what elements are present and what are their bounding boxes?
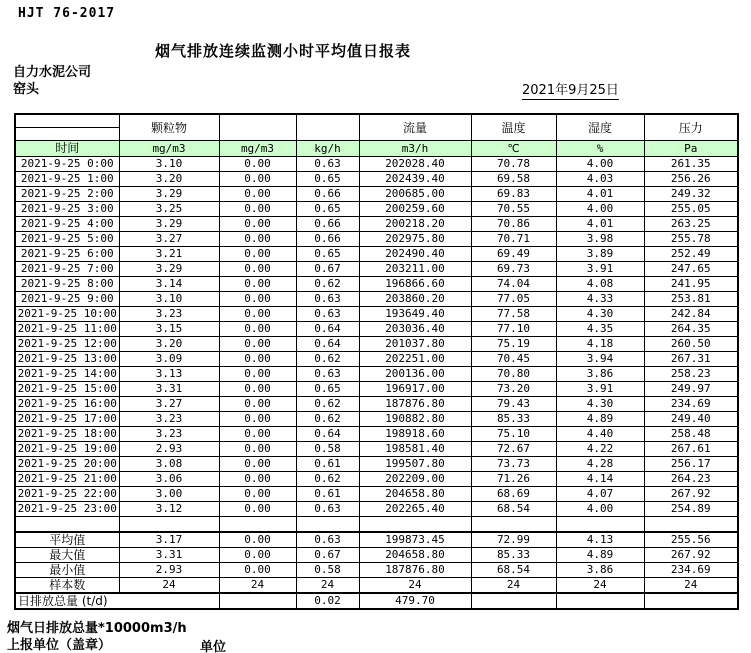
value-cell: 24 bbox=[556, 578, 644, 594]
table-row bbox=[15, 322, 738, 337]
value-cell: 0.63 bbox=[296, 157, 359, 172]
value-cell: 241.95 bbox=[644, 277, 738, 292]
value-cell: 255.05 bbox=[644, 202, 738, 217]
table-row bbox=[15, 442, 738, 457]
value-cell: 3.09 bbox=[119, 352, 219, 367]
row-label-cell: 2021-9-25 22:00 bbox=[15, 487, 119, 502]
table-row bbox=[15, 217, 738, 232]
value-cell: 258.48 bbox=[644, 427, 738, 442]
value-cell: 202251.00 bbox=[359, 352, 471, 367]
value-cell: 0.67 bbox=[296, 262, 359, 277]
value-cell: 0.64 bbox=[296, 322, 359, 337]
row-label-cell: 2021-9-25 9:00 bbox=[15, 292, 119, 307]
value-cell: 74.04 bbox=[471, 277, 556, 292]
value-cell: 0.00 bbox=[219, 352, 296, 367]
value-cell: 24 bbox=[644, 578, 738, 594]
table-row bbox=[15, 172, 738, 187]
daily-total-row bbox=[15, 593, 738, 609]
value-cell: 3.15 bbox=[119, 322, 219, 337]
value-cell: 68.54 bbox=[471, 502, 556, 517]
value-cell: 0.62 bbox=[296, 412, 359, 427]
row-label-cell: 2021-9-25 16:00 bbox=[15, 397, 119, 412]
value-cell: 193649.40 bbox=[359, 307, 471, 322]
value-cell: 79.43 bbox=[471, 397, 556, 412]
value-cell: 3.12 bbox=[119, 502, 219, 517]
table-row bbox=[15, 457, 738, 472]
value-cell: 3.29 bbox=[119, 217, 219, 232]
group-header-row bbox=[15, 114, 738, 128]
value-cell: 70.78 bbox=[471, 157, 556, 172]
row-label-cell: 样本数 bbox=[15, 578, 119, 594]
table-row bbox=[15, 412, 738, 427]
row-label-cell: 2021-9-25 3:00 bbox=[15, 202, 119, 217]
value-cell: 253.81 bbox=[644, 292, 738, 307]
value-cell: 0.00 bbox=[219, 472, 296, 487]
value-cell: 70.45 bbox=[471, 352, 556, 367]
value-cell: 3.86 bbox=[556, 563, 644, 578]
value-cell: 200218.20 bbox=[359, 217, 471, 232]
value-cell: 3.00 bbox=[119, 487, 219, 502]
row-label-cell: 2021-9-25 5:00 bbox=[15, 232, 119, 247]
time-column-header: 时间 bbox=[15, 141, 119, 157]
value-cell: 4.89 bbox=[556, 412, 644, 427]
table-row bbox=[15, 232, 738, 247]
table-row bbox=[15, 247, 738, 262]
value-cell: 85.33 bbox=[471, 548, 556, 563]
value-cell: 75.10 bbox=[471, 427, 556, 442]
value-cell: 73.73 bbox=[471, 457, 556, 472]
value-cell: 267.61 bbox=[644, 442, 738, 457]
value-cell: 263.25 bbox=[644, 217, 738, 232]
summary-rows bbox=[15, 532, 738, 593]
value-cell: 24 bbox=[471, 578, 556, 594]
value-cell: 3.13 bbox=[119, 367, 219, 382]
value-cell: 203860.20 bbox=[359, 292, 471, 307]
value-cell: 234.69 bbox=[644, 563, 738, 578]
value-cell: 4.22 bbox=[556, 442, 644, 457]
summary-row bbox=[15, 563, 738, 578]
value-cell: 3.98 bbox=[556, 232, 644, 247]
value-cell: 0.00 bbox=[219, 397, 296, 412]
pressure-header: 压力 bbox=[644, 114, 738, 141]
daily-total-empty-2 bbox=[471, 593, 556, 609]
value-cell: 68.69 bbox=[471, 487, 556, 502]
value-cell: 190882.80 bbox=[359, 412, 471, 427]
row-label-cell: 2021-9-25 18:00 bbox=[15, 427, 119, 442]
monitor-location: 窑头 bbox=[13, 82, 40, 97]
value-cell: 2.93 bbox=[119, 563, 219, 578]
daily-total-kg-h: 0.02 bbox=[296, 593, 359, 609]
daily-total-label: 日排放总量 (t/d) bbox=[15, 593, 219, 609]
row-label-cell: 最小值 bbox=[15, 563, 119, 578]
value-cell: 0.00 bbox=[219, 187, 296, 202]
row-label-cell: 2021-9-25 23:00 bbox=[15, 502, 119, 517]
value-cell: 0.00 bbox=[219, 502, 296, 517]
value-cell: 249.97 bbox=[644, 382, 738, 397]
unit-mg-m3-2: mg/m3 bbox=[219, 141, 296, 157]
value-cell: 4.00 bbox=[556, 157, 644, 172]
company-name: 自力水泥公司 bbox=[13, 65, 92, 80]
value-cell: 69.73 bbox=[471, 262, 556, 277]
value-cell: 3.10 bbox=[119, 292, 219, 307]
value-cell: 0.00 bbox=[219, 487, 296, 502]
value-cell: 75.19 bbox=[471, 337, 556, 352]
flow-header: 流量 bbox=[359, 114, 471, 141]
unit-pa: Pa bbox=[644, 141, 738, 157]
value-cell: 203211.00 bbox=[359, 262, 471, 277]
value-cell: 77.58 bbox=[471, 307, 556, 322]
value-cell: 0.62 bbox=[296, 397, 359, 412]
value-cell: 0.00 bbox=[219, 172, 296, 187]
unit-celsius: ℃ bbox=[471, 141, 556, 157]
value-cell: 0.00 bbox=[219, 232, 296, 247]
table-row bbox=[15, 397, 738, 412]
value-cell: 0.67 bbox=[296, 548, 359, 563]
value-cell: 0.00 bbox=[219, 247, 296, 262]
value-cell: 70.55 bbox=[471, 202, 556, 217]
value-cell: 196917.00 bbox=[359, 382, 471, 397]
value-cell: 3.86 bbox=[556, 367, 644, 382]
row-label-cell: 2021-9-25 21:00 bbox=[15, 472, 119, 487]
value-cell: 3.14 bbox=[119, 277, 219, 292]
value-cell: 77.10 bbox=[471, 322, 556, 337]
particulate-header-2 bbox=[219, 114, 296, 141]
table-row bbox=[15, 187, 738, 202]
value-cell: 3.29 bbox=[119, 262, 219, 277]
value-cell: 0.63 bbox=[296, 532, 359, 548]
table-row bbox=[15, 352, 738, 367]
value-cell: 4.14 bbox=[556, 472, 644, 487]
value-cell: 0.66 bbox=[296, 217, 359, 232]
table-row bbox=[15, 472, 738, 487]
time-header-bottom-cell bbox=[15, 128, 119, 141]
value-cell: 3.08 bbox=[119, 457, 219, 472]
row-label-cell: 2021-9-25 15:00 bbox=[15, 382, 119, 397]
table-row bbox=[15, 427, 738, 442]
value-cell: 0.62 bbox=[296, 472, 359, 487]
value-cell: 200259.60 bbox=[359, 202, 471, 217]
value-cell: 0.66 bbox=[296, 187, 359, 202]
row-label-cell: 2021-9-25 2:00 bbox=[15, 187, 119, 202]
table-row bbox=[15, 202, 738, 217]
value-cell: 4.28 bbox=[556, 457, 644, 472]
value-cell: 249.40 bbox=[644, 412, 738, 427]
value-cell: 0.64 bbox=[296, 427, 359, 442]
reporting-unit-label: 上报单位（盖章） bbox=[7, 638, 112, 653]
row-label-cell: 2021-9-25 13:00 bbox=[15, 352, 119, 367]
value-cell: 4.35 bbox=[556, 322, 644, 337]
value-cell: 85.33 bbox=[471, 412, 556, 427]
value-cell: 201037.80 bbox=[359, 337, 471, 352]
value-cell: 267.31 bbox=[644, 352, 738, 367]
row-label-cell: 2021-9-25 17:00 bbox=[15, 412, 119, 427]
value-cell: 4.00 bbox=[556, 202, 644, 217]
value-cell: 3.23 bbox=[119, 427, 219, 442]
value-cell: 0.65 bbox=[296, 202, 359, 217]
table-row bbox=[15, 307, 738, 322]
value-cell: 260.50 bbox=[644, 337, 738, 352]
value-cell: 0.00 bbox=[219, 382, 296, 397]
value-cell: 0.58 bbox=[296, 563, 359, 578]
value-cell: 203036.40 bbox=[359, 322, 471, 337]
daily-total-flow: 479.70 bbox=[359, 593, 471, 609]
value-cell: 3.23 bbox=[119, 307, 219, 322]
value-cell: 0.63 bbox=[296, 292, 359, 307]
value-cell: 69.49 bbox=[471, 247, 556, 262]
humidity-header: 湿度 bbox=[556, 114, 644, 141]
value-cell: 0.00 bbox=[219, 277, 296, 292]
value-cell: 0.63 bbox=[296, 307, 359, 322]
value-cell: 3.27 bbox=[119, 232, 219, 247]
value-cell: 3.89 bbox=[556, 247, 644, 262]
unit-mg-m3-1: mg/m3 bbox=[119, 141, 219, 157]
data-rows bbox=[15, 157, 738, 517]
value-cell: 0.65 bbox=[296, 247, 359, 262]
value-cell: 200136.00 bbox=[359, 367, 471, 382]
value-cell: 73.20 bbox=[471, 382, 556, 397]
value-cell: 0.00 bbox=[219, 307, 296, 322]
value-cell: 3.94 bbox=[556, 352, 644, 367]
report-table bbox=[14, 113, 739, 610]
value-cell: 254.89 bbox=[644, 502, 738, 517]
daily-total-empty-3 bbox=[556, 593, 644, 609]
value-cell: 3.10 bbox=[119, 157, 219, 172]
value-cell: 0.00 bbox=[219, 532, 296, 548]
value-cell: 0.00 bbox=[219, 262, 296, 277]
value-cell: 4.03 bbox=[556, 172, 644, 187]
value-cell: 0.58 bbox=[296, 442, 359, 457]
value-cell: 249.32 bbox=[644, 187, 738, 202]
value-cell: 0.00 bbox=[219, 548, 296, 563]
value-cell: 24 bbox=[219, 578, 296, 594]
value-cell: 252.49 bbox=[644, 247, 738, 262]
report-date: 2021年9月25日 bbox=[522, 79, 619, 100]
unit-percent: % bbox=[556, 141, 644, 157]
value-cell: 3.20 bbox=[119, 337, 219, 352]
value-cell: 242.84 bbox=[644, 307, 738, 322]
particulate-header-3 bbox=[296, 114, 359, 141]
row-label-cell: 2021-9-25 4:00 bbox=[15, 217, 119, 232]
value-cell: 234.69 bbox=[644, 397, 738, 412]
row-label-cell: 2021-9-25 0:00 bbox=[15, 157, 119, 172]
table-row bbox=[15, 277, 738, 292]
value-cell: 0.00 bbox=[219, 337, 296, 352]
spacer-row bbox=[15, 517, 738, 533]
row-label-cell: 平均值 bbox=[15, 532, 119, 548]
value-cell: 202209.00 bbox=[359, 472, 471, 487]
value-cell: 4.40 bbox=[556, 427, 644, 442]
value-cell: 3.21 bbox=[119, 247, 219, 262]
unit-m3-h: m3/h bbox=[359, 141, 471, 157]
value-cell: 261.35 bbox=[644, 157, 738, 172]
value-cell: 4.01 bbox=[556, 187, 644, 202]
value-cell: 0.63 bbox=[296, 367, 359, 382]
value-cell: 264.23 bbox=[644, 472, 738, 487]
value-cell: 3.27 bbox=[119, 397, 219, 412]
row-label-cell: 2021-9-25 14:00 bbox=[15, 367, 119, 382]
value-cell: 247.65 bbox=[644, 262, 738, 277]
value-cell: 69.83 bbox=[471, 187, 556, 202]
value-cell: 3.91 bbox=[556, 382, 644, 397]
value-cell: 3.31 bbox=[119, 382, 219, 397]
unit-kg-h: kg/h bbox=[296, 141, 359, 157]
value-cell: 204658.80 bbox=[359, 548, 471, 563]
value-cell: 4.30 bbox=[556, 307, 644, 322]
value-cell: 255.78 bbox=[644, 232, 738, 247]
value-cell: 0.62 bbox=[296, 352, 359, 367]
row-label-cell: 2021-9-25 20:00 bbox=[15, 457, 119, 472]
value-cell: 0.00 bbox=[219, 563, 296, 578]
row-label-cell: 2021-9-25 11:00 bbox=[15, 322, 119, 337]
value-cell: 4.30 bbox=[556, 397, 644, 412]
table-row bbox=[15, 367, 738, 382]
value-cell: 69.58 bbox=[471, 172, 556, 187]
value-cell: 70.80 bbox=[471, 367, 556, 382]
value-cell: 200685.00 bbox=[359, 187, 471, 202]
table-row bbox=[15, 502, 738, 517]
time-header-top-cell bbox=[15, 114, 119, 128]
value-cell: 199873.45 bbox=[359, 532, 471, 548]
value-cell: 3.91 bbox=[556, 262, 644, 277]
value-cell: 204658.80 bbox=[359, 487, 471, 502]
value-cell: 72.99 bbox=[471, 532, 556, 548]
value-cell: 0.00 bbox=[219, 157, 296, 172]
row-label-cell: 最大值 bbox=[15, 548, 119, 563]
value-cell: 0.00 bbox=[219, 292, 296, 307]
value-cell: 256.26 bbox=[644, 172, 738, 187]
value-cell: 70.86 bbox=[471, 217, 556, 232]
value-cell: 0.00 bbox=[219, 367, 296, 382]
flow-total-note: 烟气日排放总量*10000m3/h bbox=[7, 621, 187, 636]
value-cell: 3.17 bbox=[119, 532, 219, 548]
summary-row bbox=[15, 548, 738, 563]
summary-row bbox=[15, 578, 738, 594]
value-cell: 0.00 bbox=[219, 427, 296, 442]
value-cell: 4.13 bbox=[556, 532, 644, 548]
value-cell: 4.18 bbox=[556, 337, 644, 352]
value-cell: 0.00 bbox=[219, 412, 296, 427]
table-row bbox=[15, 292, 738, 307]
page-title: 烟气排放连续监测小时平均值日报表 bbox=[155, 42, 412, 60]
value-cell: 71.26 bbox=[471, 472, 556, 487]
temperature-header: 温度 bbox=[471, 114, 556, 141]
value-cell: 258.23 bbox=[644, 367, 738, 382]
daily-total-empty-4 bbox=[644, 593, 738, 609]
value-cell: 264.35 bbox=[644, 322, 738, 337]
value-cell: 0.61 bbox=[296, 457, 359, 472]
value-cell: 3.23 bbox=[119, 412, 219, 427]
value-cell: 77.05 bbox=[471, 292, 556, 307]
daily-total-empty-1 bbox=[219, 593, 296, 609]
table-row bbox=[15, 157, 738, 172]
value-cell: 4.08 bbox=[556, 277, 644, 292]
value-cell: 0.64 bbox=[296, 337, 359, 352]
table-row bbox=[15, 337, 738, 352]
value-cell: 68.54 bbox=[471, 563, 556, 578]
value-cell: 198581.40 bbox=[359, 442, 471, 457]
value-cell: 24 bbox=[119, 578, 219, 594]
value-cell: 2.93 bbox=[119, 442, 219, 457]
particulate-header: 颗粒物 bbox=[119, 114, 219, 141]
value-cell: 202975.80 bbox=[359, 232, 471, 247]
value-cell: 267.92 bbox=[644, 548, 738, 563]
value-cell: 196866.60 bbox=[359, 277, 471, 292]
value-cell: 202490.40 bbox=[359, 247, 471, 262]
standard-number: HJT 76-2017 bbox=[18, 6, 116, 21]
value-cell: 4.01 bbox=[556, 217, 644, 232]
row-label-cell: 2021-9-25 19:00 bbox=[15, 442, 119, 457]
value-cell: 3.29 bbox=[119, 187, 219, 202]
value-cell: 0.63 bbox=[296, 502, 359, 517]
row-label-cell: 2021-9-25 6:00 bbox=[15, 247, 119, 262]
summary-row bbox=[15, 532, 738, 548]
value-cell: 24 bbox=[359, 578, 471, 594]
unit-header-row bbox=[15, 141, 738, 157]
value-cell: 0.65 bbox=[296, 172, 359, 187]
value-cell: 4.07 bbox=[556, 487, 644, 502]
value-cell: 4.89 bbox=[556, 548, 644, 563]
value-cell: 199507.80 bbox=[359, 457, 471, 472]
value-cell: 0.00 bbox=[219, 322, 296, 337]
value-cell: 202265.40 bbox=[359, 502, 471, 517]
value-cell: 0.65 bbox=[296, 382, 359, 397]
value-cell: 3.31 bbox=[119, 548, 219, 563]
value-cell: 3.20 bbox=[119, 172, 219, 187]
value-cell: 0.00 bbox=[219, 202, 296, 217]
value-cell: 267.92 bbox=[644, 487, 738, 502]
value-cell: 256.17 bbox=[644, 457, 738, 472]
table-row bbox=[15, 487, 738, 502]
value-cell: 202439.40 bbox=[359, 172, 471, 187]
row-label-cell: 2021-9-25 12:00 bbox=[15, 337, 119, 352]
row-label-cell: 2021-9-25 1:00 bbox=[15, 172, 119, 187]
value-cell: 70.71 bbox=[471, 232, 556, 247]
table-row bbox=[15, 382, 738, 397]
table-row bbox=[15, 262, 738, 277]
value-cell: 72.67 bbox=[471, 442, 556, 457]
value-cell: 198918.60 bbox=[359, 427, 471, 442]
value-cell: 0.66 bbox=[296, 232, 359, 247]
value-cell: 255.56 bbox=[644, 532, 738, 548]
value-cell: 0.62 bbox=[296, 277, 359, 292]
value-cell: 0.61 bbox=[296, 487, 359, 502]
value-cell: 24 bbox=[296, 578, 359, 594]
value-cell: 0.00 bbox=[219, 217, 296, 232]
row-label-cell: 2021-9-25 10:00 bbox=[15, 307, 119, 322]
value-cell: 187876.80 bbox=[359, 397, 471, 412]
value-cell: 202028.40 bbox=[359, 157, 471, 172]
value-cell: 4.33 bbox=[556, 292, 644, 307]
value-cell: 3.25 bbox=[119, 202, 219, 217]
value-cell: 0.00 bbox=[219, 442, 296, 457]
value-cell: 4.00 bbox=[556, 502, 644, 517]
unit-label: 单位 bbox=[200, 640, 227, 653]
value-cell: 3.06 bbox=[119, 472, 219, 487]
value-cell: 187876.80 bbox=[359, 563, 471, 578]
row-label-cell: 2021-9-25 7:00 bbox=[15, 262, 119, 277]
value-cell: 0.00 bbox=[219, 457, 296, 472]
row-label-cell: 2021-9-25 8:00 bbox=[15, 277, 119, 292]
